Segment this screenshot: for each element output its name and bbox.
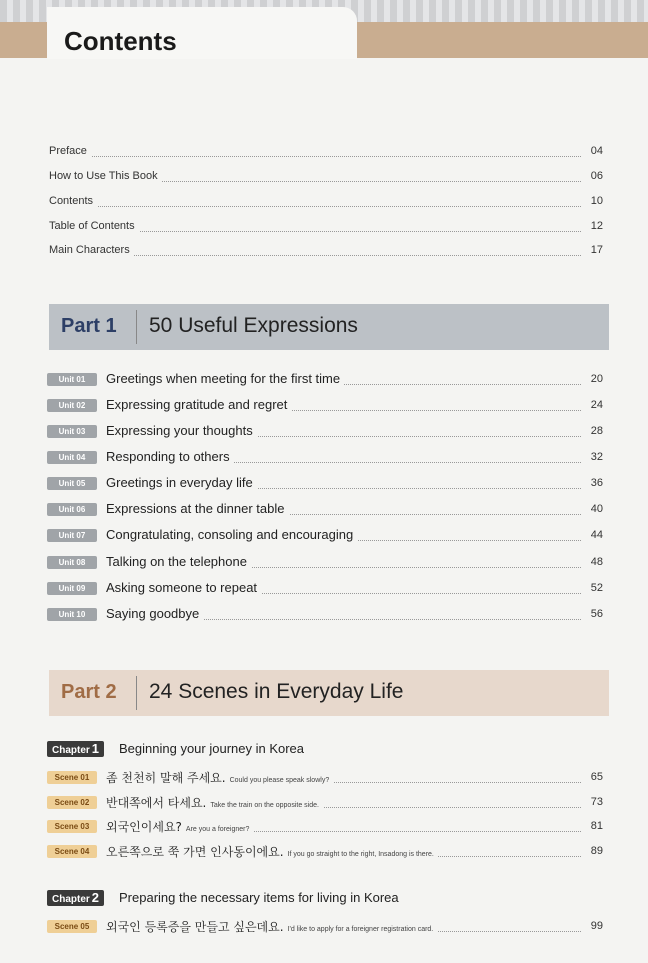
unit-badge: Unit 08: [47, 556, 97, 569]
dot-leader: [49, 206, 581, 207]
toc-entry-main-characters[interactable]: [49, 244, 603, 260]
unit-label: Greetings in everyday life: [106, 475, 257, 490]
chapter-badge-prefix: Chapter: [52, 894, 90, 905]
scene-page: 89: [587, 845, 603, 857]
unit-label: Congratulating, consoling and encouraging: [106, 527, 357, 542]
toc-entry-page: 06: [587, 170, 603, 182]
scene-english: I'd like to apply for a foreigner registration card.: [287, 926, 434, 933]
unit-badge: Unit 01: [47, 373, 97, 386]
unit-row[interactable]: [47, 501, 603, 519]
part-number: Part 2: [61, 681, 117, 703]
banner-divider: [136, 310, 137, 344]
scene-korean: 오른쪽으로 쭉 가면 인사동이에요.: [106, 845, 284, 859]
unit-row[interactable]: [47, 554, 603, 572]
scene-english: Are you a foreigner?: [185, 826, 250, 833]
chapter-badge: [47, 741, 104, 757]
toc-entry-contents[interactable]: [49, 195, 603, 211]
banner-divider: [136, 676, 137, 710]
chapter2-heading[interactable]: [47, 889, 607, 909]
part-number: Part 1: [61, 315, 117, 337]
chapter-title: Beginning your journey in Korea: [119, 741, 305, 756]
unit-page: 48: [587, 556, 603, 568]
scene-english: Could you please speak slowly?: [229, 777, 330, 784]
unit-badge: Unit 02: [47, 399, 97, 412]
scene-label: [106, 818, 253, 836]
unit-label: Expressing gratitude and regret: [106, 397, 291, 412]
unit-label: Talking on the telephone: [106, 554, 251, 569]
toc-entry-page: 17: [587, 244, 603, 256]
scene-label: [106, 794, 323, 812]
unit-label: Expressions at the dinner table: [106, 501, 289, 516]
scene-english: If you go straight to the right, Insadong is there.: [287, 851, 434, 858]
unit-page: 32: [587, 451, 603, 463]
unit-page: 44: [587, 529, 603, 541]
chapter-title: Preparing the necessary items for living in Korea: [119, 890, 399, 905]
unit-badge: Unit 09: [47, 582, 97, 595]
part-title: 24 Scenes in Everyday Life: [149, 680, 404, 703]
unit-page: 24: [587, 399, 603, 411]
scene-page: 81: [587, 820, 603, 832]
chapter-badge: [47, 890, 104, 906]
scene-row[interactable]: [47, 843, 603, 861]
scene-korean: 외국인이세요?: [106, 820, 182, 834]
unit-badge: Unit 06: [47, 503, 97, 516]
part-title: 50 Useful Expressions: [149, 314, 358, 337]
unit-row[interactable]: [47, 449, 603, 467]
scene-label: [106, 918, 437, 936]
unit-label: Greetings when meeting for the first time: [106, 371, 344, 386]
scene-badge: Scene 02: [47, 796, 97, 809]
toc-entry-label: Preface: [49, 145, 91, 157]
unit-row[interactable]: [47, 527, 603, 545]
unit-page: 52: [587, 582, 603, 594]
page-title: Contents: [64, 26, 177, 56]
unit-page: 56: [587, 608, 603, 620]
chapter-badge-prefix: Chapter: [52, 745, 90, 756]
scene-row[interactable]: [47, 769, 603, 787]
unit-label: Responding to others: [106, 449, 234, 464]
unit-badge: Unit 04: [47, 451, 97, 464]
dot-leader: [49, 156, 581, 157]
scene-badge: Scene 05: [47, 920, 97, 933]
unit-label: Saying goodbye: [106, 606, 203, 621]
unit-row[interactable]: [47, 606, 603, 624]
unit-badge: Unit 07: [47, 529, 97, 542]
scene-korean: 외국인 등록증을 만들고 싶은데요.: [106, 920, 284, 934]
toc-entry-page: 04: [587, 145, 603, 157]
toc-entry-preface[interactable]: [49, 145, 603, 161]
scene-badge: Scene 03: [47, 820, 97, 833]
toc-entry-page: 12: [587, 220, 603, 232]
scene-label: [106, 769, 333, 787]
scene-page: 65: [587, 771, 603, 783]
unit-label: Asking someone to repeat: [106, 580, 261, 595]
unit-label: Expressing your thoughts: [106, 423, 257, 438]
chapter-badge-number: 2: [91, 890, 100, 905]
scene-page: 99: [587, 920, 603, 932]
toc-entry-label: Contents: [49, 195, 97, 207]
unit-page: 40: [587, 503, 603, 515]
toc-entry-label: Table of Contents: [49, 220, 139, 232]
scene-english: Take the train on the opposite side.: [210, 802, 319, 809]
unit-row[interactable]: [47, 423, 603, 441]
toc-entry-label: How to Use This Book: [49, 170, 162, 182]
toc-entry-page: 10: [587, 195, 603, 207]
unit-row[interactable]: [47, 475, 603, 493]
toc-entry-how-to-use[interactable]: [49, 170, 603, 186]
scene-badge: Scene 04: [47, 845, 97, 858]
scene-row[interactable]: [47, 918, 603, 936]
unit-badge: Unit 10: [47, 608, 97, 621]
chapter-badge-number: 1: [91, 741, 100, 756]
scene-row[interactable]: [47, 794, 603, 812]
scene-label: [106, 843, 438, 861]
unit-row[interactable]: [47, 580, 603, 598]
part2-banner: [49, 670, 609, 716]
scene-badge: Scene 01: [47, 771, 97, 784]
scene-row[interactable]: [47, 818, 603, 836]
toc-entry-label: Main Characters: [49, 244, 134, 256]
part1-banner: [49, 304, 609, 350]
scene-korean: 반대쪽에서 타세요.: [106, 796, 207, 810]
unit-row[interactable]: [47, 371, 603, 389]
toc-entry-table-of-contents[interactable]: [49, 220, 603, 236]
scene-korean: 좀 천천히 말해 주세요.: [106, 771, 226, 785]
scene-page: 73: [587, 796, 603, 808]
unit-page: 20: [587, 373, 603, 385]
unit-badge: Unit 05: [47, 477, 97, 490]
unit-badge: Unit 03: [47, 425, 97, 438]
chapter1-heading[interactable]: [47, 740, 607, 760]
unit-row[interactable]: [47, 397, 603, 415]
unit-page: 36: [587, 477, 603, 489]
unit-page: 28: [587, 425, 603, 437]
